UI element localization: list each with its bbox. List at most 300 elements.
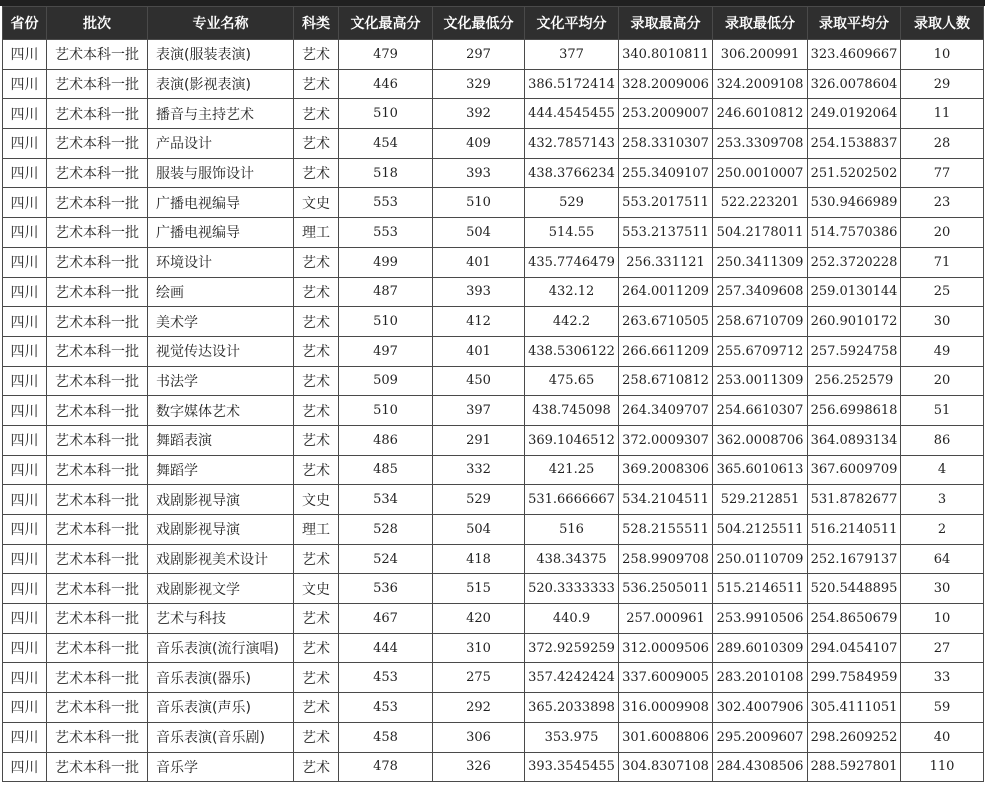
admit-min-cell: 255.6709712 [713,336,808,366]
table-row [3,218,984,248]
table-row [3,99,984,129]
batch-cell: 艺术本科一批 [47,455,148,485]
culture-max-cell: 553 [339,188,433,218]
admit-avg-cell: 299.7584959 [808,663,901,693]
culture-max-cell: 528 [339,515,433,545]
admit-min-cell: 504.2125511 [713,515,808,545]
major-cell: 环境设计 [148,247,294,277]
admit-avg-cell: 516.2140511 [808,515,901,545]
province-cell: 四川 [3,277,47,307]
batch-cell: 艺术本科一批 [47,307,148,337]
admit-max-cell: 256.331121 [619,247,713,277]
culture-max-cell: 499 [339,247,433,277]
batch-cell: 艺术本科一批 [47,693,148,723]
culture-min-cell: 420 [433,604,525,634]
admit-avg-cell: 260.9010172 [808,307,901,337]
admit-avg-cell: 254.1538837 [808,129,901,159]
culture-avg-cell: 372.9259259 [525,633,619,663]
category-cell: 艺术 [294,604,339,634]
admit-max-cell: 528.2155511 [619,515,713,545]
culture-max-cell: 509 [339,366,433,396]
batch-cell: 艺术本科一批 [47,99,148,129]
admit-max-cell: 263.6710505 [619,307,713,337]
category-cell: 艺术 [294,99,339,129]
culture-min-cell: 329 [433,69,525,99]
batch-cell: 艺术本科一批 [47,752,148,782]
admit-count-cell: 64 [901,544,984,574]
category-cell: 艺术 [294,752,339,782]
culture-avg-cell: 432.7857143 [525,129,619,159]
admit-count-cell: 23 [901,188,984,218]
table-row [3,752,984,782]
major-cell: 戏剧影视文学 [148,574,294,604]
province-cell: 四川 [3,129,47,159]
major-cell: 视觉传达设计 [148,336,294,366]
admit-max-cell: 255.3409107 [619,158,713,188]
table-row [3,366,984,396]
culture-min-cell: 409 [433,129,525,159]
batch-cell: 艺术本科一批 [47,158,148,188]
province-cell: 四川 [3,604,47,634]
admit-avg-cell: 251.5202502 [808,158,901,188]
col-header-culture-min: 文化最低分 [433,7,525,40]
admit-max-cell: 328.2009006 [619,69,713,99]
category-cell: 艺术 [294,129,339,159]
category-cell: 艺术 [294,40,339,70]
admit-max-cell: 553.2017511 [619,188,713,218]
admit-min-cell: 306.200991 [713,40,808,70]
admit-count-cell: 30 [901,307,984,337]
col-header-admit-max: 录取最高分 [619,7,713,40]
major-cell: 音乐表演(流行演唱) [148,633,294,663]
culture-avg-cell: 529 [525,188,619,218]
category-cell: 艺术 [294,69,339,99]
culture-avg-cell: 442.2 [525,307,619,337]
category-cell: 艺术 [294,396,339,426]
batch-cell: 艺术本科一批 [47,544,148,574]
table-row [3,574,984,604]
category-cell: 艺术 [294,425,339,455]
table-row [3,188,984,218]
culture-min-cell: 418 [433,544,525,574]
culture-min-cell: 529 [433,485,525,515]
admit-count-cell: 2 [901,515,984,545]
culture-min-cell: 392 [433,99,525,129]
batch-cell: 艺术本科一批 [47,188,148,218]
major-cell: 戏剧影视导演 [148,485,294,515]
admit-min-cell: 504.2178011 [713,218,808,248]
culture-avg-cell: 377 [525,40,619,70]
admit-min-cell: 515.2146511 [713,574,808,604]
admit-max-cell: 301.6008806 [619,722,713,752]
admit-max-cell: 337.6009005 [619,663,713,693]
admit-count-cell: 10 [901,40,984,70]
col-header-culture-max: 文化最高分 [339,7,433,40]
admit-max-cell: 258.9909708 [619,544,713,574]
admit-avg-cell: 531.8782677 [808,485,901,515]
culture-max-cell: 510 [339,396,433,426]
admit-avg-cell: 256.6998618 [808,396,901,426]
admit-max-cell: 534.2104511 [619,485,713,515]
culture-max-cell: 485 [339,455,433,485]
admit-count-cell: 10 [901,604,984,634]
culture-avg-cell: 393.3545455 [525,752,619,782]
col-header-culture-avg: 文化平均分 [525,7,619,40]
culture-min-cell: 326 [433,752,525,782]
culture-max-cell: 536 [339,574,433,604]
col-header-admit-count: 录取人数 [901,7,984,40]
major-cell: 播音与主持艺术 [148,99,294,129]
major-cell: 数字媒体艺术 [148,396,294,426]
province-cell: 四川 [3,247,47,277]
category-cell: 文史 [294,485,339,515]
admit-count-cell: 4 [901,455,984,485]
category-cell: 文史 [294,188,339,218]
province-cell: 四川 [3,722,47,752]
batch-cell: 艺术本科一批 [47,40,148,70]
admit-avg-cell: 514.7570386 [808,218,901,248]
culture-min-cell: 393 [433,158,525,188]
admit-max-cell: 553.2137511 [619,218,713,248]
admit-max-cell: 369.2008306 [619,455,713,485]
admit-avg-cell: 367.6009709 [808,455,901,485]
admit-count-cell: 27 [901,633,984,663]
major-cell: 音乐学 [148,752,294,782]
major-cell: 表演(影视表演) [148,69,294,99]
category-cell: 艺术 [294,455,339,485]
admit-min-cell: 362.0008706 [713,425,808,455]
province-cell: 四川 [3,544,47,574]
culture-max-cell: 453 [339,693,433,723]
major-cell: 舞蹈学 [148,455,294,485]
culture-avg-cell: 369.1046512 [525,425,619,455]
culture-avg-cell: 357.4242424 [525,663,619,693]
province-cell: 四川 [3,574,47,604]
batch-cell: 艺术本科一批 [47,604,148,634]
table-row [3,69,984,99]
culture-min-cell: 306 [433,722,525,752]
culture-min-cell: 401 [433,247,525,277]
table-row [3,693,984,723]
admit-min-cell: 324.2009108 [713,69,808,99]
table-row [3,722,984,752]
province-cell: 四川 [3,188,47,218]
admit-min-cell: 295.2009607 [713,722,808,752]
major-cell: 广播电视编导 [148,188,294,218]
admit-min-cell: 250.0110709 [713,544,808,574]
admit-min-cell: 289.6010309 [713,633,808,663]
batch-cell: 艺术本科一批 [47,515,148,545]
admit-min-cell: 284.4308506 [713,752,808,782]
culture-max-cell: 553 [339,218,433,248]
major-cell: 音乐表演(音乐剧) [148,722,294,752]
admit-min-cell: 365.6010613 [713,455,808,485]
province-cell: 四川 [3,69,47,99]
admit-avg-cell: 257.5924758 [808,336,901,366]
table-row [3,604,984,634]
category-cell: 文史 [294,574,339,604]
major-cell: 音乐表演(声乐) [148,693,294,723]
culture-max-cell: 524 [339,544,433,574]
batch-cell: 艺术本科一批 [47,722,148,752]
batch-cell: 艺术本科一批 [47,633,148,663]
admit-max-cell: 257.000961 [619,604,713,634]
major-cell: 戏剧影视美术设计 [148,544,294,574]
major-cell: 服装与服饰设计 [148,158,294,188]
category-cell: 艺术 [294,693,339,723]
batch-cell: 艺术本科一批 [47,69,148,99]
admit-max-cell: 312.0009506 [619,633,713,663]
admit-avg-cell: 259.0130144 [808,277,901,307]
admit-avg-cell: 288.5927801 [808,752,901,782]
culture-max-cell: 446 [339,69,433,99]
table-row [3,633,984,663]
culture-max-cell: 458 [339,722,433,752]
culture-avg-cell: 435.7746479 [525,247,619,277]
batch-cell: 艺术本科一批 [47,574,148,604]
table-row [3,425,984,455]
culture-max-cell: 467 [339,604,433,634]
admission-scores-table [2,6,984,782]
admit-max-cell: 253.2009007 [619,99,713,129]
major-cell: 音乐表演(器乐) [148,663,294,693]
admit-min-cell: 283.2010108 [713,663,808,693]
table-row [3,515,984,545]
culture-max-cell: 510 [339,99,433,129]
admit-avg-cell: 323.4609667 [808,40,901,70]
category-cell: 艺术 [294,544,339,574]
province-cell: 四川 [3,99,47,129]
header-row [3,7,984,40]
admit-max-cell: 372.0009307 [619,425,713,455]
culture-min-cell: 297 [433,40,525,70]
admit-avg-cell: 364.0893134 [808,425,901,455]
province-cell: 四川 [3,366,47,396]
province-cell: 四川 [3,218,47,248]
culture-avg-cell: 438.34375 [525,544,619,574]
category-cell: 艺术 [294,307,339,337]
culture-max-cell: 534 [339,485,433,515]
admit-count-cell: 51 [901,396,984,426]
admit-avg-cell: 252.3720228 [808,247,901,277]
batch-cell: 艺术本科一批 [47,247,148,277]
admit-count-cell: 77 [901,158,984,188]
major-cell: 戏剧影视导演 [148,515,294,545]
table-body [3,40,984,782]
table-row [3,544,984,574]
culture-avg-cell: 440.9 [525,604,619,634]
culture-max-cell: 510 [339,307,433,337]
admit-count-cell: 29 [901,69,984,99]
major-cell: 书法学 [148,366,294,396]
culture-avg-cell: 438.5306122 [525,336,619,366]
admit-max-cell: 340.8010811 [619,40,713,70]
admit-min-cell: 253.3309708 [713,129,808,159]
culture-max-cell: 479 [339,40,433,70]
admit-avg-cell: 254.8650679 [808,604,901,634]
culture-max-cell: 518 [339,158,433,188]
table-row [3,247,984,277]
category-cell: 艺术 [294,277,339,307]
culture-min-cell: 450 [433,366,525,396]
major-cell: 广播电视编导 [148,218,294,248]
major-cell: 表演(服装表演) [148,40,294,70]
culture-min-cell: 397 [433,396,525,426]
category-cell: 艺术 [294,633,339,663]
admit-max-cell: 264.3409707 [619,396,713,426]
admit-min-cell: 529.212851 [713,485,808,515]
admit-count-cell: 3 [901,485,984,515]
culture-min-cell: 291 [433,425,525,455]
admit-max-cell: 258.6710812 [619,366,713,396]
major-cell: 艺术与科技 [148,604,294,634]
culture-min-cell: 504 [433,218,525,248]
category-cell: 理工 [294,218,339,248]
province-cell: 四川 [3,307,47,337]
category-cell: 艺术 [294,722,339,752]
admit-count-cell: 49 [901,336,984,366]
admit-count-cell: 110 [901,752,984,782]
culture-min-cell: 515 [433,574,525,604]
province-cell: 四川 [3,663,47,693]
province-cell: 四川 [3,158,47,188]
admit-count-cell: 71 [901,247,984,277]
admit-avg-cell: 326.0078604 [808,69,901,99]
culture-avg-cell: 432.12 [525,277,619,307]
admit-max-cell: 304.8307108 [619,752,713,782]
admit-max-cell: 266.6611209 [619,336,713,366]
culture-min-cell: 332 [433,455,525,485]
admit-min-cell: 254.6610307 [713,396,808,426]
culture-avg-cell: 531.6666667 [525,485,619,515]
admit-count-cell: 40 [901,722,984,752]
table-row [3,396,984,426]
major-cell: 绘画 [148,277,294,307]
batch-cell: 艺术本科一批 [47,485,148,515]
category-cell: 艺术 [294,247,339,277]
province-cell: 四川 [3,40,47,70]
culture-avg-cell: 353.975 [525,722,619,752]
culture-max-cell: 454 [339,129,433,159]
culture-min-cell: 310 [433,633,525,663]
admit-max-cell: 264.0011209 [619,277,713,307]
admit-count-cell: 20 [901,218,984,248]
category-cell: 理工 [294,515,339,545]
admit-count-cell: 25 [901,277,984,307]
admit-min-cell: 246.6010812 [713,99,808,129]
culture-avg-cell: 475.65 [525,366,619,396]
province-cell: 四川 [3,485,47,515]
admit-count-cell: 28 [901,129,984,159]
major-cell: 产品设计 [148,129,294,159]
category-cell: 艺术 [294,366,339,396]
major-cell: 舞蹈表演 [148,425,294,455]
admit-min-cell: 257.3409608 [713,277,808,307]
table-row [3,129,984,159]
admit-avg-cell: 294.0454107 [808,633,901,663]
col-header-batch: 批次 [47,7,148,40]
culture-avg-cell: 520.3333333 [525,574,619,604]
culture-avg-cell: 438.745098 [525,396,619,426]
batch-cell: 艺术本科一批 [47,129,148,159]
admit-max-cell: 536.2505011 [619,574,713,604]
col-header-category: 科类 [294,7,339,40]
col-header-major: 专业名称 [148,7,294,40]
culture-min-cell: 510 [433,188,525,218]
table-row [3,307,984,337]
table-row [3,336,984,366]
admit-count-cell: 59 [901,693,984,723]
admit-avg-cell: 252.1679137 [808,544,901,574]
admit-max-cell: 258.3310307 [619,129,713,159]
admit-avg-cell: 520.5448895 [808,574,901,604]
category-cell: 艺术 [294,158,339,188]
batch-cell: 艺术本科一批 [47,366,148,396]
culture-max-cell: 497 [339,336,433,366]
admit-min-cell: 258.6710709 [713,307,808,337]
culture-avg-cell: 444.4545455 [525,99,619,129]
culture-avg-cell: 421.25 [525,455,619,485]
table-row [3,663,984,693]
category-cell: 艺术 [294,336,339,366]
batch-cell: 艺术本科一批 [47,663,148,693]
culture-avg-cell: 514.55 [525,218,619,248]
admit-count-cell: 20 [901,366,984,396]
table-row [3,485,984,515]
admit-avg-cell: 256.252579 [808,366,901,396]
culture-avg-cell: 365.2033898 [525,693,619,723]
admit-avg-cell: 249.0192064 [808,99,901,129]
admit-avg-cell: 305.4111051 [808,693,901,723]
culture-min-cell: 393 [433,277,525,307]
admit-avg-cell: 298.2609252 [808,722,901,752]
admit-avg-cell: 530.9466989 [808,188,901,218]
culture-min-cell: 292 [433,693,525,723]
province-cell: 四川 [3,515,47,545]
admit-min-cell: 253.9910506 [713,604,808,634]
admit-min-cell: 253.0011309 [713,366,808,396]
batch-cell: 艺术本科一批 [47,336,148,366]
province-cell: 四川 [3,425,47,455]
culture-min-cell: 504 [433,515,525,545]
admit-max-cell: 316.0009908 [619,693,713,723]
admit-min-cell: 302.4007906 [713,693,808,723]
culture-max-cell: 478 [339,752,433,782]
table-row [3,40,984,70]
culture-max-cell: 453 [339,663,433,693]
culture-min-cell: 401 [433,336,525,366]
province-cell: 四川 [3,455,47,485]
table-row [3,455,984,485]
province-cell: 四川 [3,693,47,723]
culture-avg-cell: 386.5172414 [525,69,619,99]
culture-min-cell: 412 [433,307,525,337]
province-cell: 四川 [3,752,47,782]
batch-cell: 艺术本科一批 [47,218,148,248]
admit-min-cell: 522.223201 [713,188,808,218]
culture-max-cell: 487 [339,277,433,307]
admit-count-cell: 11 [901,99,984,129]
province-cell: 四川 [3,633,47,663]
table-row [3,158,984,188]
culture-max-cell: 486 [339,425,433,455]
admit-count-cell: 30 [901,574,984,604]
col-header-admit-min: 录取最低分 [713,7,808,40]
batch-cell: 艺术本科一批 [47,277,148,307]
province-cell: 四川 [3,336,47,366]
major-cell: 美术学 [148,307,294,337]
culture-min-cell: 275 [433,663,525,693]
